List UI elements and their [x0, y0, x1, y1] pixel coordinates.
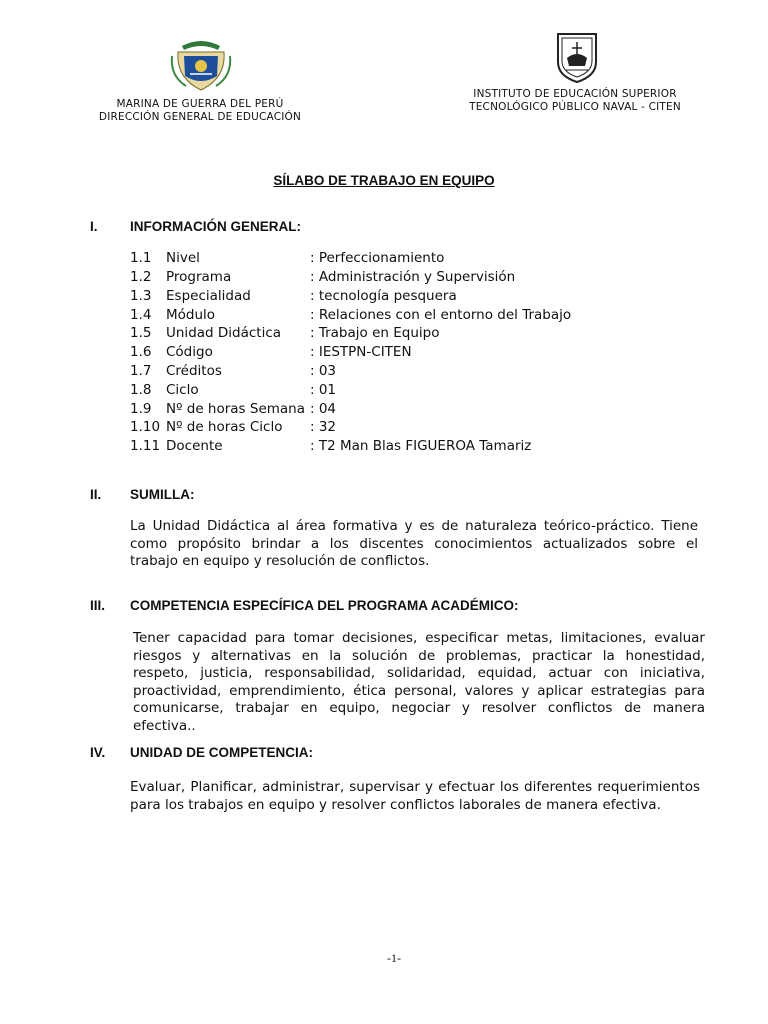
paragraph-line: Tener capacidad para tomar decisiones, especificar metas, limitaciones, evaluar — [133, 630, 705, 646]
paragraph-line: comunicarse, trabajar en equipo, negociar y resolver conflictos de manera — [133, 700, 705, 716]
info-value: : 01 — [310, 382, 337, 398]
info-number: 1.1 — [130, 250, 152, 266]
info-value: : T2 Man Blas FIGUEROA Tamariz — [310, 438, 532, 454]
section-number: IV. — [90, 745, 106, 760]
paragraph-line: efectiva.. — [133, 717, 196, 734]
header-right-line2: TECNOLÓGICO PÚBLICO NAVAL - CITEN — [469, 101, 681, 113]
info-key: Módulo — [166, 307, 216, 323]
info-number: 1.9 — [130, 401, 152, 417]
info-value: : Perfeccionamiento — [310, 250, 445, 266]
paragraph-line: para los trabajos en equipo y resolver conflictos laborales de manera efectiva. — [130, 796, 661, 813]
info-number: 1.3 — [130, 288, 152, 304]
header-left-line1: MARINA DE GUERRA DEL PERÚ — [116, 98, 284, 110]
section-title: COMPETENCIA ESPECÍFICA DEL PROGRAMA ACADÉMICO: — [130, 598, 519, 613]
info-value: : 04 — [310, 401, 337, 417]
page-number: -1- — [387, 951, 401, 965]
info-value: : Relaciones con el entorno del Trabajo — [310, 307, 572, 323]
info-number: 1.7 — [130, 363, 152, 379]
info-value: : Trabajo en Equipo — [310, 325, 440, 341]
unidad-paragraph — [130, 779, 700, 814]
info-key: Código — [166, 344, 213, 360]
section-number: I. — [90, 219, 98, 234]
section-number: III. — [90, 598, 106, 613]
info-number: 1.11 — [130, 438, 161, 454]
paragraph-line: La Unidad Didáctica al área formativa y es de naturaleza teórico-práctico. Tiene — [130, 518, 698, 534]
competencia-paragraph — [133, 630, 705, 735]
paragraph-line: riesgos y alternativas en la solución de problemas, practicar la honestidad, — [133, 647, 705, 664]
paragraph-line: proactividad, emprendimiento, ética personal, valores y aplicar estrategias para — [133, 682, 705, 699]
info-key: Nº de horas Semana — [166, 401, 306, 417]
info-key: Ciclo — [166, 382, 199, 398]
paragraph-line: Evaluar, Planificar, administrar, supervisar y efectuar los diferentes requerimientos — [130, 779, 700, 795]
info-key: Créditos — [166, 363, 222, 379]
paragraph-line: trabajo en equipo y resolución de conflictos. — [130, 553, 430, 569]
info-key: Especialidad — [166, 288, 251, 304]
info-key: Unidad Didáctica — [166, 325, 282, 341]
section-title: INFORMACIÓN GENERAL: — [130, 219, 301, 234]
section-title: UNIDAD DE COMPETENCIA: — [130, 745, 314, 760]
info-number: 1.5 — [130, 325, 152, 341]
header-right-line1: INSTITUTO DE EDUCACIÓN SUPERIOR — [473, 88, 677, 100]
info-number: 1.6 — [130, 344, 152, 360]
info-key: Docente — [166, 438, 223, 454]
citen-crest-emblem-icon — [552, 28, 602, 84]
info-key: Programa — [166, 269, 232, 285]
info-value: : 32 — [310, 419, 337, 435]
info-value: : IESTPN-CITEN — [310, 344, 412, 360]
section-title: SUMILLA: — [130, 487, 195, 502]
info-number: 1.4 — [130, 307, 152, 323]
info-value: : 03 — [310, 363, 337, 379]
info-key: Nivel — [166, 250, 200, 266]
navy-shield-emblem-icon — [168, 36, 234, 94]
info-value: : Administración y Supervisión — [310, 269, 516, 285]
header-left-line2: DIRECCIÓN GENERAL DE EDUCACIÓN — [98, 111, 302, 123]
document-title: SÍLABO DE TRABAJO EN EQUIPO — [273, 173, 495, 188]
paragraph-line: como propósito brindar a los discentes conocimientos actualizados sobre el — [130, 535, 698, 552]
info-key: Nº de horas Ciclo — [166, 419, 283, 435]
info-number: 1.10 — [130, 419, 161, 435]
info-number: 1.2 — [130, 269, 152, 285]
section-number: II. — [90, 487, 102, 502]
paragraph-line: respeto, justicia, responsabilidad, solidaridad, equidad, actuar con iniciativa, — [133, 665, 705, 681]
sumilla-paragraph — [130, 518, 698, 571]
info-number: 1.8 — [130, 382, 152, 398]
info-value: : tecnología pesquera — [310, 288, 457, 304]
